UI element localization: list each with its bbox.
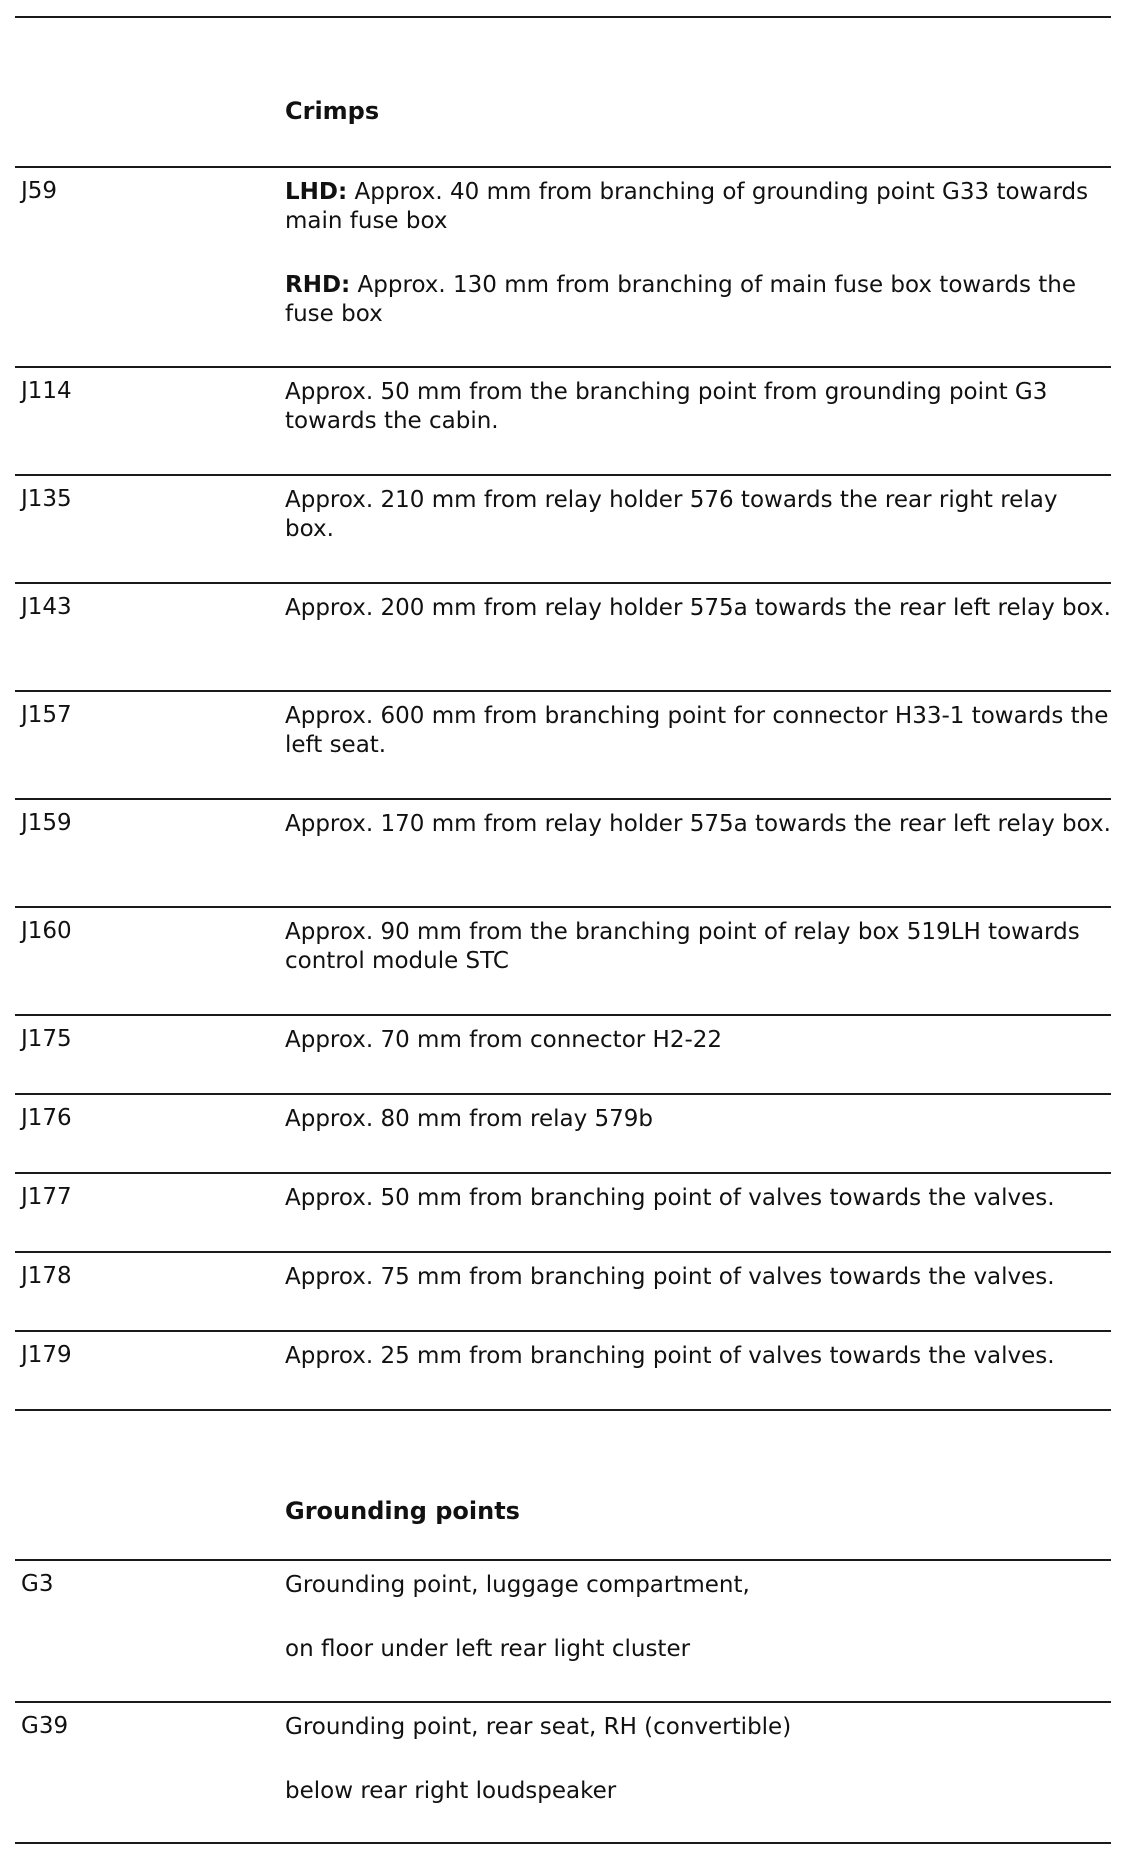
table-row (15, 1093, 1111, 1174)
description-paragraph (285, 1713, 1111, 1742)
drive-side-label: LHD: (285, 179, 348, 205)
description-text: Approx. 170 mm from relay holder 575a towards the rear left relay box. (285, 811, 1111, 837)
table-row (15, 1172, 1111, 1253)
description-paragraph (285, 1026, 1111, 1055)
item-description (285, 918, 1111, 976)
description-text: Approx. 200 mm from relay holder 575a towards the rear left relay box. (285, 595, 1111, 621)
description-text: Approx. 75 mm from branching point of valves towards the valves. (285, 1264, 1055, 1290)
description-paragraph (285, 1263, 1111, 1292)
description-paragraph (285, 1635, 1111, 1664)
table-row (15, 1014, 1111, 1095)
description-text: Approx. 80 mm from relay 579b (285, 1106, 654, 1132)
item-description (285, 1571, 1111, 1664)
table-row (15, 1559, 1111, 1703)
item-code: J179 (21, 1342, 72, 1368)
section-bottom-rule (15, 1409, 1111, 1411)
item-code: J176 (21, 1105, 72, 1131)
item-code: J177 (21, 1184, 72, 1210)
item-code: J135 (21, 486, 72, 512)
table-row (15, 1330, 1111, 1411)
description-paragraph (285, 1105, 1111, 1134)
item-code: J114 (21, 378, 72, 404)
description-text: Approx. 25 mm from branching point of valves towards the valves. (285, 1343, 1055, 1369)
description-text: Approx. 40 mm from branching of grounding point G33 towards main fuse box (285, 179, 1089, 234)
table-row (15, 1251, 1111, 1332)
description-paragraph (285, 1571, 1111, 1600)
description-text: Approx. 50 mm from the branching point from grounding point G3 towards the cabin. (285, 379, 1048, 434)
item-code: J178 (21, 1263, 72, 1289)
drive-side-label: RHD: (285, 272, 351, 298)
item-description (285, 702, 1111, 760)
item-description (285, 594, 1111, 623)
description-paragraph (285, 378, 1111, 436)
item-description (285, 486, 1111, 544)
description-paragraph (285, 1777, 1111, 1806)
description-text: Grounding point, luggage compartment, (285, 1572, 750, 1598)
item-description (285, 1713, 1111, 1806)
item-description (285, 378, 1111, 436)
item-code: J157 (21, 702, 72, 728)
table-row (15, 690, 1111, 800)
table-row (15, 798, 1111, 908)
description-text: Approx. 600 mm from branching point for connector H33-1 towards the left seat. (285, 703, 1109, 758)
description-text: Approx. 210 mm from relay holder 576 towards the rear right relay box. (285, 487, 1058, 542)
item-description (285, 178, 1111, 329)
description-text: below rear right loudspeaker (285, 1778, 617, 1804)
table-row (15, 906, 1111, 1016)
description-paragraph (285, 594, 1111, 623)
description-paragraph (285, 1342, 1111, 1371)
description-text: Approx. 70 mm from connector H2-22 (285, 1027, 723, 1053)
description-text: Approx. 90 mm from the branching point of relay box 519LH towards control module STC (285, 919, 1080, 974)
item-description (285, 1105, 1111, 1134)
item-code: J159 (21, 810, 72, 836)
table-row (15, 474, 1111, 584)
item-code: G39 (21, 1713, 69, 1739)
item-description (285, 810, 1111, 839)
description-paragraph (285, 178, 1111, 236)
section-title-crimps: Crimps (285, 97, 380, 125)
top-rule (15, 16, 1111, 18)
section-bottom-rule (15, 1842, 1111, 1844)
table-row (15, 582, 1111, 692)
description-paragraph (285, 271, 1111, 329)
table-row (15, 1701, 1111, 1844)
table-row (15, 366, 1111, 476)
description-text: Approx. 130 mm from branching of main fuse box towards the fuse box (285, 272, 1076, 327)
description-text: on floor under left rear light cluster (285, 1636, 691, 1662)
description-paragraph (285, 486, 1111, 544)
description-paragraph (285, 1184, 1111, 1213)
description-text: Grounding point, rear seat, RH (convertible) (285, 1714, 792, 1740)
description-paragraph (285, 810, 1111, 839)
item-description (285, 1263, 1111, 1292)
item-description (285, 1342, 1111, 1371)
item-code: J175 (21, 1026, 72, 1052)
section-title-grounding-points: Grounding points (285, 1497, 520, 1525)
item-code: J59 (21, 178, 58, 204)
item-description (285, 1184, 1111, 1213)
table-row (15, 166, 1111, 368)
description-paragraph (285, 702, 1111, 760)
description-paragraph (285, 918, 1111, 976)
item-code: G3 (21, 1571, 54, 1597)
item-code: J160 (21, 918, 72, 944)
item-code: J143 (21, 594, 72, 620)
description-text: Approx. 50 mm from branching point of valves towards the valves. (285, 1185, 1055, 1211)
item-description (285, 1026, 1111, 1055)
